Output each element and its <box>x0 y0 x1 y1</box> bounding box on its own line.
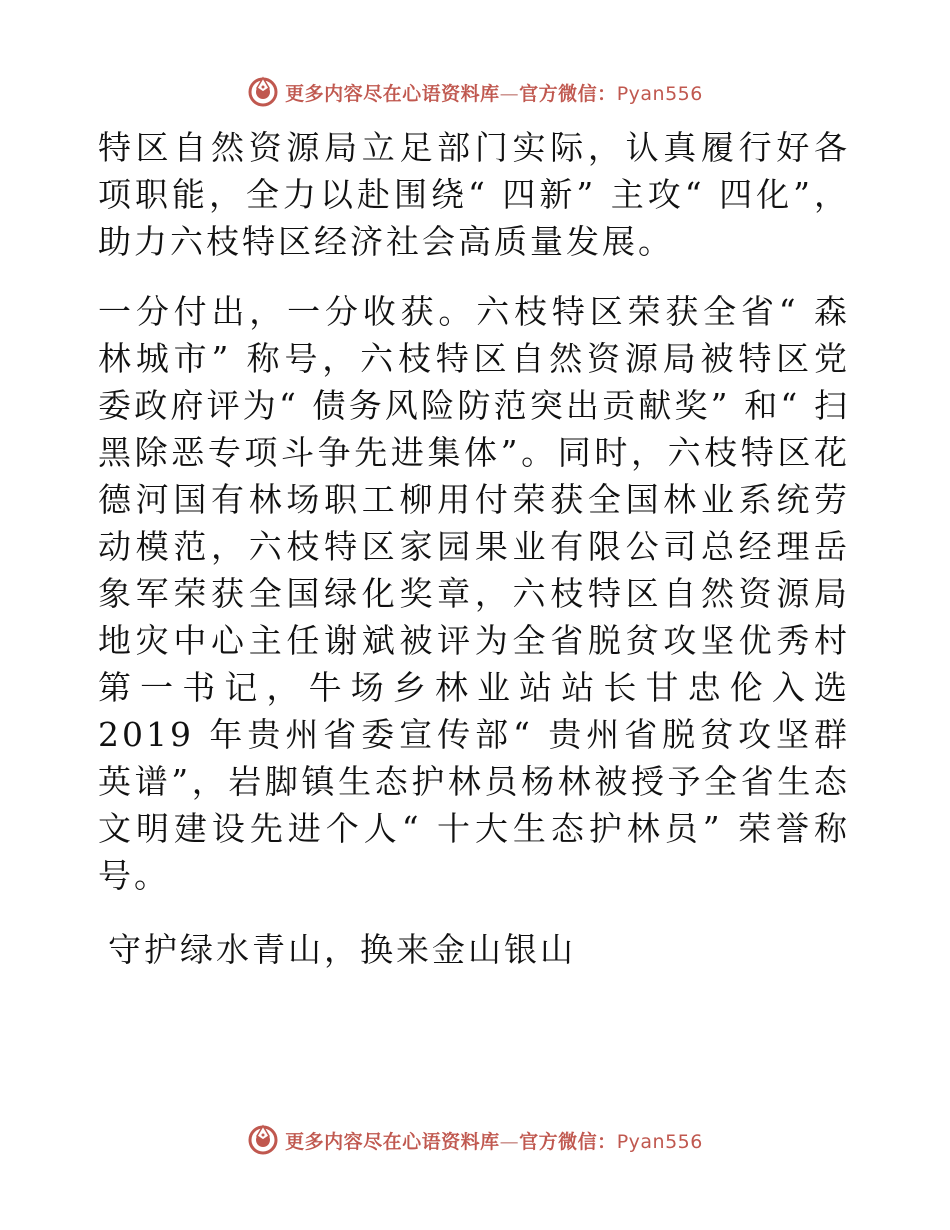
pen-nib-icon <box>247 76 279 108</box>
document-body <box>98 124 850 973</box>
watermark-contact-id: Pyan556 <box>616 82 703 105</box>
watermark-banner-bottom <box>0 1120 950 1160</box>
watermark-contact-id: Pyan556 <box>616 1130 703 1153</box>
watermark-contact-label: 官方微信： <box>519 1130 617 1153</box>
body-paragraph: 特区自然资源局立足部门实际，认真履行好各项职能，全力以赴围绕“ 四新” 主攻“ 四化”，助力六枝特区经济社会高质量发展。 <box>98 128 850 261</box>
watermark-separator: — <box>499 82 520 105</box>
section-heading: 守护绿水青山，换来金山银山 <box>108 930 576 969</box>
watermark-brand: 更多内容尽在心语资料库 <box>285 82 500 105</box>
watermark-text <box>285 1127 703 1154</box>
pen-nib-icon <box>247 1124 279 1156</box>
watermark-contact-label: 官方微信： <box>519 82 617 105</box>
watermark-brand: 更多内容尽在心语资料库 <box>285 1130 500 1153</box>
watermark-banner-top <box>0 72 950 112</box>
watermark-separator: — <box>499 1130 520 1153</box>
watermark-text <box>285 79 703 106</box>
body-paragraph: 一分付出，一分收获。六枝特区荣获全省“ 森林城市” 称号，六枝特区自然资源局被特区党委政府评为“ 债务风险防范突出贡献奖” 和“ 扫黑除恶专项斗争先进集体”。同时，六枝特区花德河国有林场职工柳用付荣获全国林业系统劳动模范，六枝特区家园果业有限公司总经理岳象军荣获全国绿化奖章，六枝特区自然资源局地灾中心主任谢斌被评为全省脱贫攻坚优秀村第一书记，牛场乡林业站站长甘忠伦入选 2019 年贵州省委宣传部“ 贵州省脱贫攻坚群英谱”，岩脚镇生态护林员杨林被授予全省生态文明建设先进个人“ 十大生态护林员” 荣誉称号。 <box>98 292 850 895</box>
